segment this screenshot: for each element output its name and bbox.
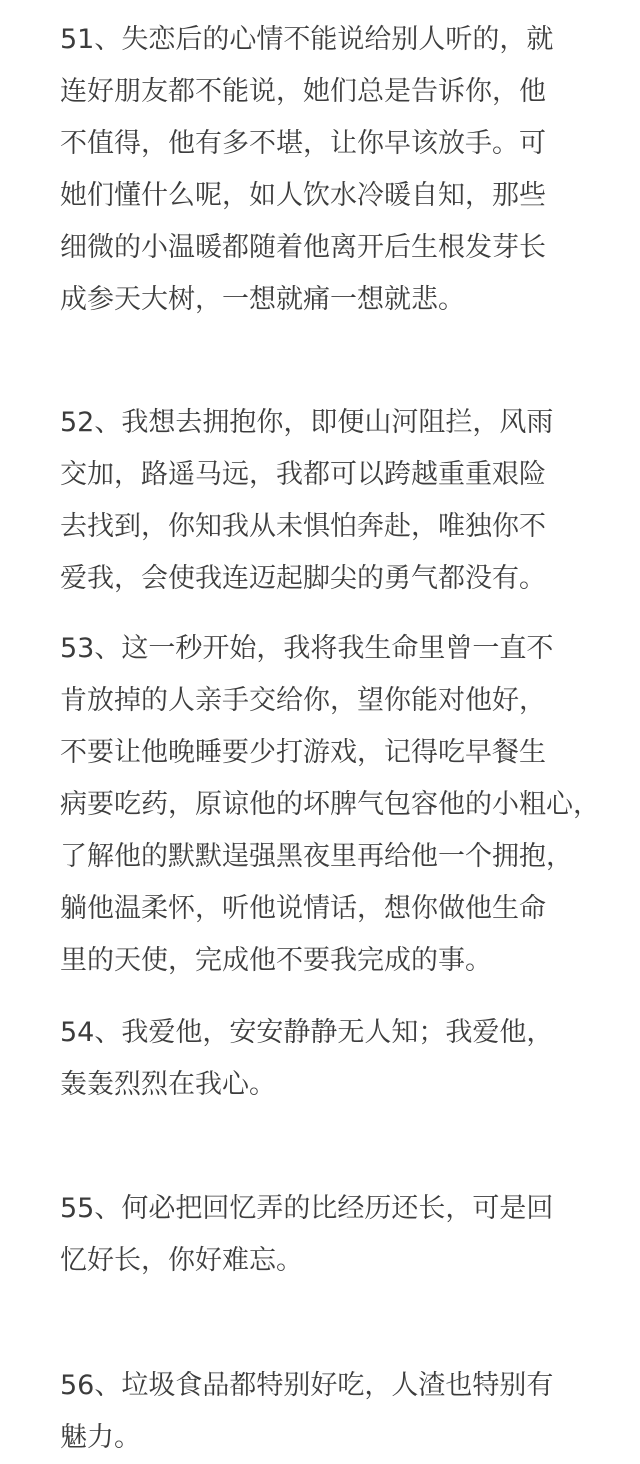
text-line: 躺他温柔怀，听他说情话，想你做他生命 xyxy=(60,893,546,924)
text-line: 52、我想去拥抱你，即便山河阻拦，风雨 xyxy=(60,407,554,438)
text-line: 去找到，你知我从未惧怕奔赴，唯独你不 xyxy=(60,511,546,542)
text-line: 56、垃圾食品都特别好吃，人渣也特别有 xyxy=(60,1370,554,1401)
text-line: 不值得，他有多不堪，让你早该放手。可 xyxy=(60,128,546,159)
text-line: 不要让他晚睡要少打游戏，记得吃早餐生 xyxy=(60,737,546,768)
paragraph-52 xyxy=(60,397,640,605)
text-line: 爱我，会使我连迈起脚尖的勇气都没有。 xyxy=(60,563,546,594)
text-line: 轰轰烈烈在我心。 xyxy=(60,1069,276,1100)
text-line: 成参天大树，一想就痛一想就悲。 xyxy=(60,284,465,315)
text-line: 肯放掉的人亲手交给你，望你能对他好， xyxy=(60,685,546,716)
paragraph-54 xyxy=(60,1007,640,1111)
text-line: 忆好长，你好难忘。 xyxy=(60,1245,303,1276)
text-line: 里的天使，完成他不要我完成的事。 xyxy=(60,945,492,976)
paragraph-55 xyxy=(60,1183,640,1287)
text-line: 了解他的默默逞强黑夜里再给他一个拥抱， xyxy=(60,841,573,872)
text-line: 51、失恋后的心情不能说给别人听的，就 xyxy=(60,24,554,55)
text-line: 53、这一秒开始，我将我生命里曾一直不 xyxy=(60,633,554,664)
text-line: 54、我爱他，安安静静无人知；我爱他， xyxy=(60,1017,554,1048)
text-line: 病要吃药，原谅他的坏脾气包容他的小粗心， xyxy=(60,789,600,820)
paragraph-51 xyxy=(60,14,640,326)
text-line: 她们懂什么呢，如人饮水冷暖自知，那些 xyxy=(60,180,546,211)
text-line: 细微的小温暖都随着他离开后生根发芽长 xyxy=(60,232,546,263)
text-line: 魅力。 xyxy=(60,1422,141,1453)
text-line: 交加，路遥马远，我都可以跨越重重艰险 xyxy=(60,459,546,490)
text-line: 连好朋友都不能说，她们总是告诉你，他 xyxy=(60,76,546,107)
paragraph-56 xyxy=(60,1360,640,1464)
paragraph-53 xyxy=(60,623,640,987)
text-line: 55、何必把回忆弄的比经历还长，可是回 xyxy=(60,1193,554,1224)
